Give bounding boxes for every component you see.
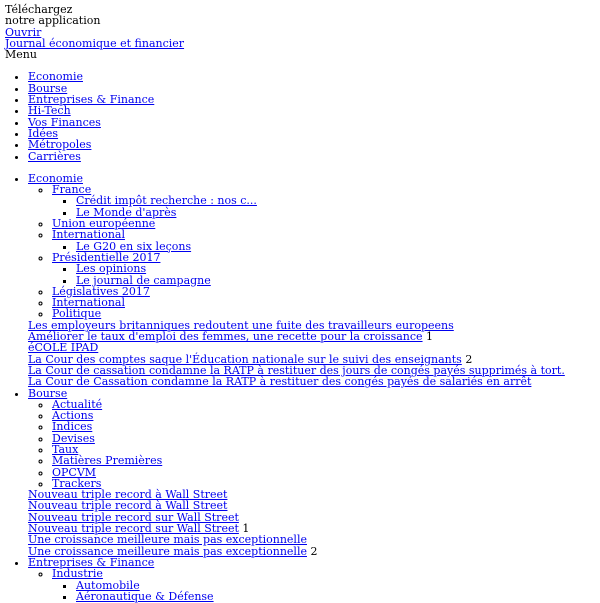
subnav-link[interactable]: Matières Premières: [52, 454, 163, 468]
economie-articles: [28, 320, 600, 388]
subnav-link[interactable]: Automobile: [76, 578, 140, 592]
section-economie: [28, 173, 600, 388]
nav-link-entreprises[interactable]: Entreprises & Finance: [28, 93, 155, 107]
section-link-bourse[interactable]: Bourse: [28, 386, 68, 400]
article-link[interactable]: Crédit impôt recherche : nos c...: [76, 194, 257, 208]
section-link-entreprises[interactable]: Entreprises & Finance: [28, 555, 155, 569]
article-link[interactable]: Nouveau triple record à Wall Street: [28, 499, 228, 513]
article-link[interactable]: Une croissance meilleure mais pas exceptionnelle: [28, 533, 307, 547]
article-link[interactable]: Le G20 en six leçons: [76, 239, 192, 253]
nav-item-hitech: [28, 105, 600, 116]
nav-item-idees: [28, 128, 600, 139]
nav-item-metropoles: [28, 139, 600, 150]
subnav-link[interactable]: Devises: [52, 431, 95, 445]
article-link[interactable]: La Cour de Cassation condamne la RATP à restituer des congés payés de salariés en arrêt: [28, 375, 532, 389]
section-bourse: [28, 388, 600, 557]
nav-link-hitech[interactable]: Hi-Tech: [28, 104, 71, 118]
subnav-link[interactable]: Taux: [52, 442, 79, 456]
economie-subnav: [28, 184, 600, 320]
banner-line-1: Téléchargez: [5, 3, 73, 16]
nav-link-bourse[interactable]: Bourse: [28, 81, 68, 95]
main-nav: [5, 71, 600, 161]
article-link[interactable]: Les employeurs britanniques redoutent une fuite des travailleurs europeens: [28, 318, 454, 332]
article-link[interactable]: La Cour des comptes saque l'Éducation nationale sur le suivi des enseignants: [28, 352, 462, 366]
banner-line-2: notre application: [5, 14, 101, 28]
article-link[interactable]: Nouveau triple record à Wall Street: [28, 488, 228, 502]
subnav-link-international[interactable]: International: [52, 228, 125, 242]
article-link[interactable]: éCOLE IPAD: [28, 341, 99, 355]
nav-item-vos-finances: [28, 117, 600, 128]
nav-item-carrieres: [28, 151, 600, 162]
article-link[interactable]: Nouveau triple record sur Wall Street: [28, 522, 239, 536]
subnav-item-ue: [52, 218, 600, 229]
subnav-link[interactable]: Actualité: [52, 397, 103, 411]
subnav-link[interactable]: Actions: [52, 409, 94, 423]
nav-item-economie: [28, 71, 600, 82]
france-articles: [52, 195, 600, 218]
article-link[interactable]: Une croissance meilleure mais pas exceptionnelle: [28, 544, 307, 558]
subnav-item-legislatives: [52, 286, 600, 297]
section-link-economie[interactable]: Economie: [28, 171, 83, 185]
nav-link-economie[interactable]: Economie: [28, 70, 83, 84]
subnav-link-france[interactable]: France: [52, 183, 92, 197]
subnav-link[interactable]: Indices: [52, 420, 93, 434]
subnav-link-presidentielle[interactable]: Présidentielle 2017: [52, 250, 161, 264]
site-title-link[interactable]: Journal économique et financier: [5, 36, 185, 50]
industrie-items: [52, 580, 600, 603]
subnav-link-ue[interactable]: Union européenne: [52, 217, 156, 231]
article-link[interactable]: Le journal de campagne: [76, 273, 211, 287]
subnav-item-presidentielle: [52, 252, 600, 286]
article-link[interactable]: La Cour de cassation condamne la RATP à restituer des jours de congés payés supprimés à tort.: [28, 363, 565, 377]
bourse-articles: [28, 489, 600, 557]
subnav-link-politique[interactable]: Politique: [52, 307, 102, 321]
article-link[interactable]: Améliorer le taux d'emploi des femmes, une recette pour la croissance: [28, 330, 423, 344]
article-link[interactable]: Nouveau triple record sur Wall Street: [28, 510, 239, 524]
subnav-item: [52, 410, 600, 421]
list-item: [76, 275, 600, 286]
comment-count: 1: [426, 330, 434, 344]
entreprises-subnav: [28, 568, 600, 602]
nav-link-vos-finances[interactable]: Vos Finances: [28, 115, 101, 129]
subnav-link-industrie[interactable]: Industrie: [52, 567, 103, 581]
comment-count: 2: [465, 352, 473, 366]
article-row: [28, 376, 600, 387]
nav-link-metropoles[interactable]: Métropoles: [28, 138, 92, 152]
comment-count: 2: [310, 544, 318, 558]
subnav-link[interactable]: Trackers: [52, 476, 102, 490]
nav-link-idees[interactable]: Idées: [28, 126, 59, 140]
open-app-link[interactable]: Ouvrir: [5, 25, 42, 39]
comment-count: 1: [242, 522, 250, 536]
menu-label[interactable]: Menu: [5, 48, 37, 62]
subnav-item-france: [52, 184, 600, 218]
presidentielle-articles: [52, 263, 600, 286]
subnav-link-international-2[interactable]: International: [52, 296, 125, 310]
nav-item-entreprises: [28, 94, 600, 105]
bourse-subnav: [28, 399, 600, 489]
article-link[interactable]: Les opinions: [76, 262, 147, 276]
subnav-link[interactable]: Aéronautique & Défense: [76, 589, 214, 603]
subnav-item-international-2: [52, 297, 600, 308]
list-item: [76, 591, 600, 602]
subnav-link-legislatives[interactable]: Législatives 2017: [52, 284, 150, 298]
app-banner: [5, 4, 600, 38]
subnav-link[interactable]: OPCVM: [52, 465, 97, 479]
subnav-item-international: [52, 229, 600, 252]
subnav-item: [52, 433, 600, 444]
subnav-item: [52, 421, 600, 432]
article-link[interactable]: Le Monde d'après: [76, 205, 177, 219]
subnav-item: [52, 467, 600, 478]
section-entreprises: [28, 557, 600, 602]
subnav-item-industrie: [52, 568, 600, 602]
mega-menu: [5, 173, 600, 602]
nav-link-carrieres[interactable]: Carrières: [28, 149, 81, 163]
article-row: [28, 331, 600, 342]
subnav-item: [52, 455, 600, 466]
subnav-item: [52, 399, 600, 410]
